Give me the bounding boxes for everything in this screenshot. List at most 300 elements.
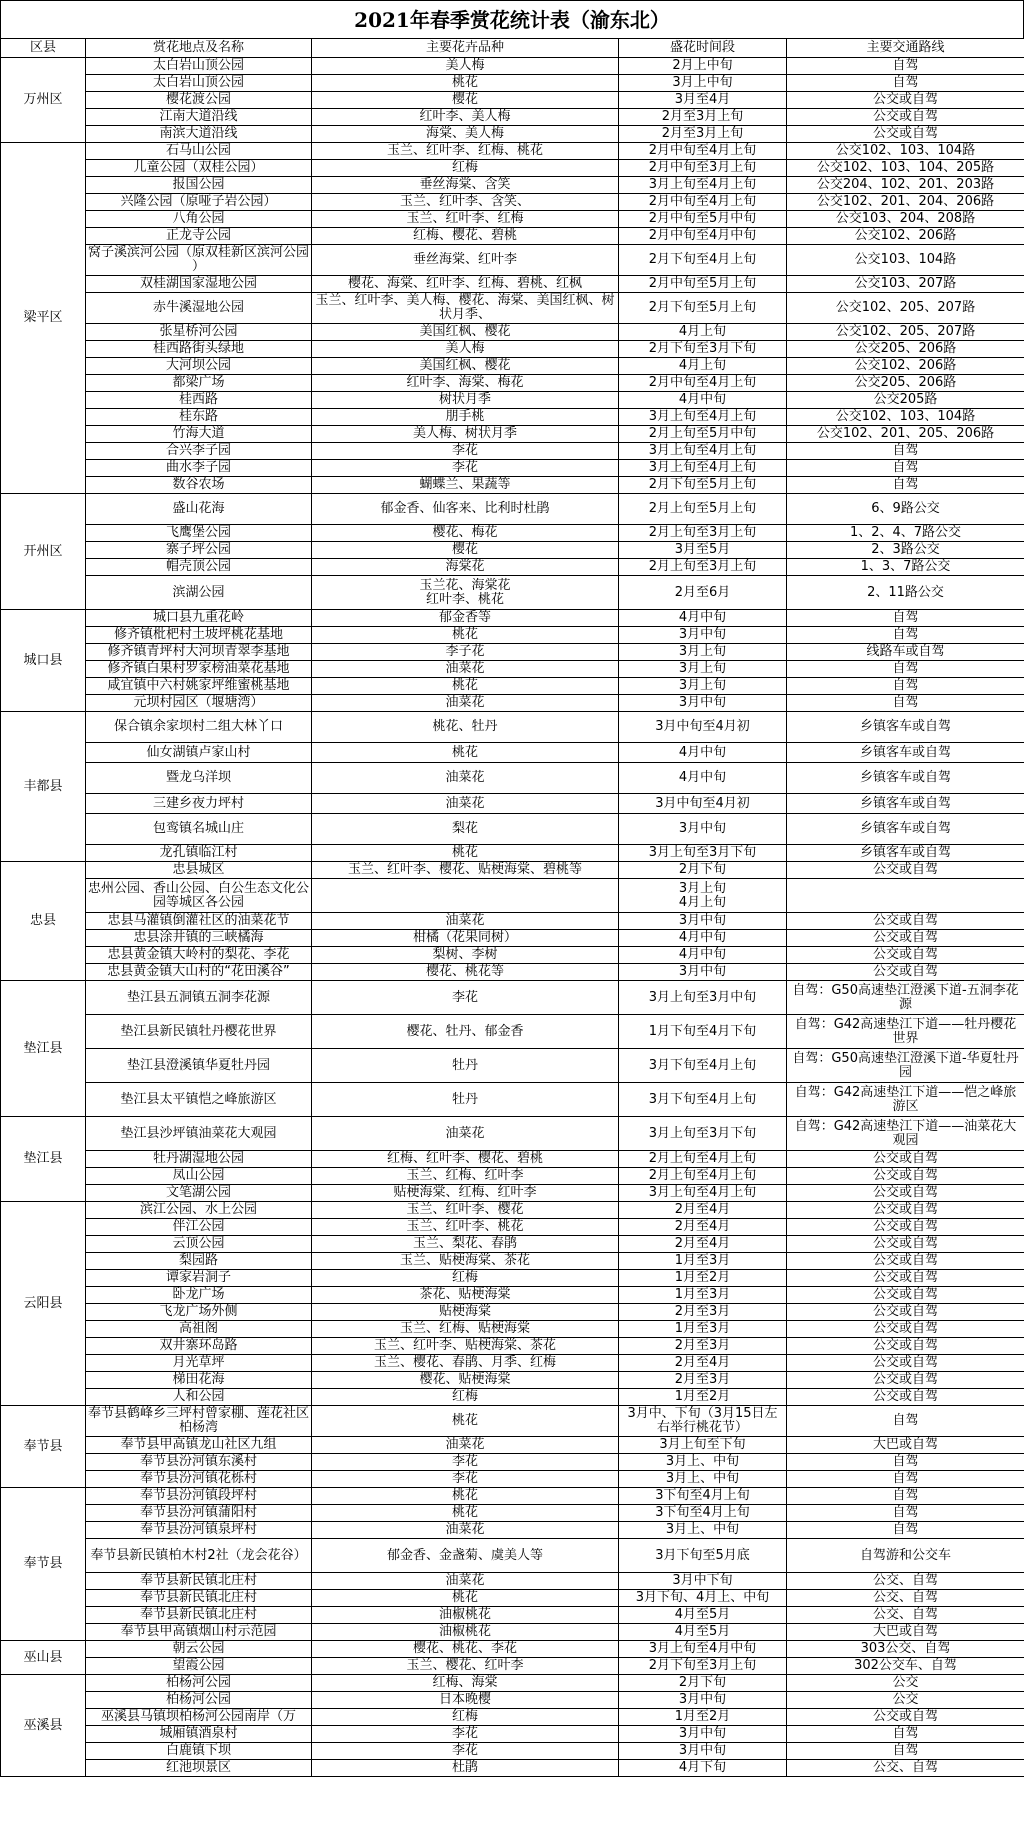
bloom-time-cell: 1月至2月 (619, 1270, 787, 1287)
transport-cell: 自驾 (787, 1726, 1024, 1743)
table-row (1, 576, 1024, 610)
bloom-time-cell: 3月上旬至4月中旬 (619, 1641, 787, 1658)
flowers-cell: 桃花 (312, 1488, 619, 1505)
location-cell: 八角公园 (86, 211, 312, 228)
header-row (1, 39, 1024, 58)
location-cell: 三建乡夜力坪村 (86, 794, 312, 814)
location-cell: 咸宜镇中六村姚家坪维蜜桃基地 (86, 678, 312, 695)
bloom-time-cell: 3月上旬 (619, 644, 787, 661)
bloom-time-cell: 2月至6月 (619, 576, 787, 610)
table-row (1, 678, 1024, 695)
bloom-time-cell: 2月下旬至5月上旬 (619, 293, 787, 324)
location-cell: 柏杨河公园 (86, 1692, 312, 1709)
table-row (1, 1726, 1024, 1743)
transport-cell: 公交 (787, 1692, 1024, 1709)
table-row (1, 58, 1024, 75)
table-row (1, 743, 1024, 763)
bloom-time-cell: 2月至3月上旬 (619, 126, 787, 143)
table-row (1, 228, 1024, 245)
table-row (1, 1675, 1024, 1692)
flowers-cell: 油椒桃花 (312, 1624, 619, 1641)
location-cell: 桂西路街头绿地 (86, 341, 312, 358)
table-row (1, 375, 1024, 392)
transport-cell: 6、9路公交 (787, 494, 1024, 525)
location-cell: 滨湖公园 (86, 576, 312, 610)
bloom-time-cell: 4月至5月 (619, 1624, 787, 1641)
location-cell: 垫江县新民镇牡丹樱花世界 (86, 1015, 312, 1049)
bloom-time-cell: 4月上旬 (619, 324, 787, 341)
transport-cell: 公交或自驾 (787, 1202, 1024, 1219)
transport-cell: 公交102、205、207路 (787, 324, 1024, 341)
table-row (1, 879, 1024, 913)
table-row (1, 964, 1024, 981)
flowers-cell: 李花 (312, 1726, 619, 1743)
flowers-cell: 玉兰、梨花、春鹃 (312, 1236, 619, 1253)
table-row (1, 525, 1024, 542)
bloom-time-cell: 1月至3月 (619, 1321, 787, 1338)
transport-cell: 公交或自驾 (787, 1236, 1024, 1253)
transport-cell: 公交或自驾 (787, 964, 1024, 981)
location-cell: 桂东路 (86, 409, 312, 426)
transport-cell: 公交或自驾 (787, 947, 1024, 964)
transport-cell: 自驾游和公交车 (787, 1539, 1024, 1573)
location-cell: 奉节县新民镇柏木村2社（龙会花谷） (86, 1539, 312, 1573)
bloom-time-cell: 2月上旬至5月中旬 (619, 426, 787, 443)
table-row (1, 1202, 1024, 1219)
bloom-time-cell: 2月下旬至3月下旬 (619, 341, 787, 358)
transport-cell: 公交或自驾 (787, 1219, 1024, 1236)
bloom-time-cell: 2月中旬至3月上旬 (619, 160, 787, 177)
transport-cell: 公交102、206路 (787, 228, 1024, 245)
transport-cell: 公交102、205、207路 (787, 293, 1024, 324)
bloom-time-cell: 3月上旬 (619, 678, 787, 695)
header-bloom-time: 盛花时间段 (619, 39, 787, 58)
transport-cell: 自驾：G42高速垫江下道——恺之峰旅游区 (787, 1083, 1024, 1117)
flowers-cell: 桃花 (312, 845, 619, 862)
transport-cell: 乡镇客车或自驾 (787, 845, 1024, 862)
transport-cell: 公交或自驾 (787, 1287, 1024, 1304)
table-row (1, 1406, 1024, 1437)
district-cell: 忠县 (1, 862, 86, 981)
location-cell: 保合镇余家坝村二组大林丫口 (86, 712, 312, 743)
flowers-cell: 桃花 (312, 1406, 619, 1437)
bloom-time-cell: 2月中旬至5月上旬 (619, 276, 787, 293)
bloom-time-cell: 4月中旬 (619, 610, 787, 627)
table-row (1, 494, 1024, 525)
transport-cell: 乡镇客车或自驾 (787, 763, 1024, 794)
location-cell: 奉节县新民镇北庄村 (86, 1607, 312, 1624)
table-row (1, 661, 1024, 678)
location-cell: 谭家岩洞子 (86, 1270, 312, 1287)
table-row (1, 276, 1024, 293)
flowers-cell: 梨树、李树 (312, 947, 619, 964)
district-cell: 丰都县 (1, 712, 86, 862)
bloom-time-cell: 1月至2月 (619, 1389, 787, 1406)
bloom-time-cell: 3月下旬至4月上旬 (619, 1083, 787, 1117)
location-cell: 盛山花海 (86, 494, 312, 525)
table-row (1, 426, 1024, 443)
table-row (1, 1505, 1024, 1522)
table-row (1, 559, 1024, 576)
transport-cell: 公交、自驾 (787, 1760, 1024, 1777)
location-cell: 伴江公园 (86, 1219, 312, 1236)
location-cell: 飞龙广场外侧 (86, 1304, 312, 1321)
transport-cell: 公交或自驾 (787, 1253, 1024, 1270)
bloom-time-cell: 4月中旬 (619, 947, 787, 964)
table-row (1, 695, 1024, 712)
bloom-time-cell: 2月至3月 (619, 1372, 787, 1389)
bloom-time-cell: 3月至5月 (619, 542, 787, 559)
location-cell: 张星桥河公园 (86, 324, 312, 341)
table-row (1, 1760, 1024, 1777)
bloom-time-cell: 3月上旬至3月下旬 (619, 1117, 787, 1151)
table-row (1, 392, 1024, 409)
bloom-time-cell: 3月上旬至3月中旬 (619, 981, 787, 1015)
table-row (1, 1743, 1024, 1760)
location-cell: 垫江县太平镇恺之峰旅游区 (86, 1083, 312, 1117)
flowers-cell: 垂丝海棠、红叶李 (312, 245, 619, 276)
flowers-cell: 李子花 (312, 644, 619, 661)
bloom-time-cell: 2月中旬至4月上旬 (619, 375, 787, 392)
transport-cell: 公交或自驾 (787, 1168, 1024, 1185)
location-cell: 城厢镇酒泉村 (86, 1726, 312, 1743)
flowers-cell: 美人梅 (312, 58, 619, 75)
location-cell: 城口县九重花岭 (86, 610, 312, 627)
transport-cell: 303公交、自驾 (787, 1641, 1024, 1658)
table-row (1, 1607, 1024, 1624)
location-cell: 曲水李子园 (86, 460, 312, 477)
transport-cell: 公交102、103、104、205路 (787, 160, 1024, 177)
flowers-cell: 樱花、梅花 (312, 525, 619, 542)
table-row (1, 1083, 1024, 1117)
bloom-time-cell: 4月中旬 (619, 763, 787, 794)
table-row (1, 814, 1024, 845)
table-row (1, 211, 1024, 228)
bloom-time-cell: 4月下旬 (619, 1760, 787, 1777)
table-row (1, 1624, 1024, 1641)
flowers-cell: 桃花 (312, 1505, 619, 1522)
bloom-time-cell: 2月上中旬 (619, 58, 787, 75)
transport-cell: 自驾 (787, 75, 1024, 92)
bloom-time-cell: 2月上旬至4月上旬 (619, 1151, 787, 1168)
table-row (1, 92, 1024, 109)
flowers-cell: 玉兰、樱花、春鹃、月季、红梅 (312, 1355, 619, 1372)
flowers-cell: 桃花 (312, 75, 619, 92)
bloom-time-cell: 3月中下旬 (619, 1573, 787, 1590)
transport-cell: 公交或自驾 (787, 1389, 1024, 1406)
location-cell: 奉节县甲高镇烟山村示范园 (86, 1624, 312, 1641)
transport-cell: 自驾 (787, 678, 1024, 695)
location-cell: 儿童公园（双桂公园） (86, 160, 312, 177)
flowers-cell: 油椒桃花 (312, 1607, 619, 1624)
flowers-cell: 樱花、牡丹、郁金香 (312, 1015, 619, 1049)
location-cell: 奉节县汾河镇东溪村 (86, 1454, 312, 1471)
flowers-cell: 朋手桃 (312, 409, 619, 426)
location-cell: 合兴李子园 (86, 443, 312, 460)
transport-cell: 自驾 (787, 1471, 1024, 1488)
transport-cell: 公交102、201、204、206路 (787, 194, 1024, 211)
location-cell: 修齐镇枇杷村土坡坪桃花基地 (86, 627, 312, 644)
bloom-time-cell: 4月上旬 (619, 358, 787, 375)
header-transport: 主要交通路线 (787, 39, 1024, 58)
district-cell: 奉节县 (1, 1406, 86, 1488)
location-cell: 南滨大道沿线 (86, 126, 312, 143)
transport-cell: 自驾 (787, 1488, 1024, 1505)
flowers-cell: 玉兰、红叶李、樱花 (312, 1202, 619, 1219)
flowers-cell: 郁金香、金盏菊、虞美人等 (312, 1539, 619, 1573)
flowers-cell: 美人梅 (312, 341, 619, 358)
bloom-time-cell: 3月中旬 (619, 627, 787, 644)
district-cell: 云阳县 (1, 1202, 86, 1406)
flowers-cell: 李花 (312, 1454, 619, 1471)
location-cell: 奉节县汾河镇段坪村 (86, 1488, 312, 1505)
transport-cell: 公交102、103、104路 (787, 409, 1024, 426)
flowers-cell: 樱花 (312, 542, 619, 559)
location-cell: 龙孔镇临江村 (86, 845, 312, 862)
table-row (1, 1454, 1024, 1471)
flowers-cell: 玉兰、贴梗海棠、茶花 (312, 1253, 619, 1270)
flowers-cell (312, 879, 619, 913)
transport-cell: 自驾：G50高速垫江澄溪下道-华夏牡丹园 (787, 1049, 1024, 1083)
transport-cell: 公交102、103、104路 (787, 143, 1024, 160)
bloom-time-cell: 1月至3月 (619, 1253, 787, 1270)
table-row (1, 1253, 1024, 1270)
transport-cell: 公交或自驾 (787, 862, 1024, 879)
table-row (1, 1539, 1024, 1573)
flowers-cell: 玉兰、红叶李、美人梅、樱花、海棠、美国红枫、树状月季、 (312, 293, 619, 324)
table-row (1, 324, 1024, 341)
transport-cell: 自驾：G42高速垫江下道——油菜花大观园 (787, 1117, 1024, 1151)
location-cell: 柏杨河公园 (86, 1675, 312, 1692)
location-cell: 奉节县汾河镇花栎村 (86, 1471, 312, 1488)
table-row (1, 763, 1024, 794)
bloom-time-cell: 2月至4月 (619, 1202, 787, 1219)
flowers-cell: 郁金香、仙客来、比利时杜鹃 (312, 494, 619, 525)
transport-cell: 自驾：G42高速垫江下道——牡丹樱花世界 (787, 1015, 1024, 1049)
location-cell: 人和公园 (86, 1389, 312, 1406)
table-row (1, 1573, 1024, 1590)
transport-cell: 乡镇客车或自驾 (787, 712, 1024, 743)
transport-cell: 大巴或自驾 (787, 1437, 1024, 1454)
transport-cell: 公交或自驾 (787, 1304, 1024, 1321)
flowers-cell: 美国红枫、樱花 (312, 358, 619, 375)
district-cell: 奉节县 (1, 1488, 86, 1641)
table-row (1, 1522, 1024, 1539)
table-row (1, 1151, 1024, 1168)
location-cell: 滨江公园、水上公园 (86, 1202, 312, 1219)
district-cell: 城口县 (1, 610, 86, 712)
flowers-cell: 垂丝海棠、含笑 (312, 177, 619, 194)
transport-cell: 自驾 (787, 661, 1024, 678)
location-cell: 大河坝公园 (86, 358, 312, 375)
flowers-cell: 李花 (312, 1743, 619, 1760)
flowers-cell: 玉兰、红叶李、含笑、 (312, 194, 619, 211)
bloom-time-cell: 4月中旬 (619, 392, 787, 409)
table-row (1, 245, 1024, 276)
transport-cell: 线路车或自驾 (787, 644, 1024, 661)
flowers-cell: 李花 (312, 443, 619, 460)
bloom-time-cell: 3月上、中旬 (619, 1454, 787, 1471)
bloom-time-cell: 3月中旬 (619, 695, 787, 712)
flowers-cell: 玉兰、红叶李、红梅 (312, 211, 619, 228)
table-row (1, 1709, 1024, 1726)
table-row (1, 1015, 1024, 1049)
district-cell: 垫江县 (1, 1117, 86, 1202)
location-cell: 月光草坪 (86, 1355, 312, 1372)
flowers-cell: 红叶李、美人梅 (312, 109, 619, 126)
flowers-cell: 樱花、贴梗海棠 (312, 1372, 619, 1389)
bloom-time-cell: 3月上旬至4月上旬 (619, 409, 787, 426)
bloom-time-cell: 2月下旬至5月上旬 (619, 477, 787, 494)
flowers-cell: 美人梅、树状月季 (312, 426, 619, 443)
transport-cell: 公交或自驾 (787, 1270, 1024, 1287)
flowers-cell: 桃花 (312, 627, 619, 644)
flowers-cell: 樱花、海棠、红叶李、红梅、碧桃、红枫 (312, 276, 619, 293)
bloom-time-cell: 1月至2月 (619, 1709, 787, 1726)
bloom-time-cell: 2月上旬至4月上旬 (619, 1168, 787, 1185)
flowers-cell: 玉兰、红叶李、红梅、桃花 (312, 143, 619, 160)
transport-cell: 公交103、204、208路 (787, 211, 1024, 228)
bloom-time-cell: 4月至5月 (619, 1607, 787, 1624)
location-cell: 仙女湖镇卢家山村 (86, 743, 312, 763)
table-row (1, 1389, 1024, 1406)
location-cell: 樱花渡公园 (86, 92, 312, 109)
flowers-cell: 油菜花 (312, 763, 619, 794)
table-row (1, 1658, 1024, 1675)
location-cell: 飞鹰堡公园 (86, 525, 312, 542)
location-cell: 双桂湖国家湿地公园 (86, 276, 312, 293)
bloom-time-cell: 2月中旬至4月上旬 (619, 194, 787, 211)
table-row (1, 1488, 1024, 1505)
table-row (1, 126, 1024, 143)
location-cell: 竹海大道 (86, 426, 312, 443)
location-cell: 忠州公园、香山公园、白公生态文化公园等城区各公园 (86, 879, 312, 913)
bloom-time-cell: 4月中旬 (619, 930, 787, 947)
location-cell: 双井寨环岛路 (86, 1338, 312, 1355)
district-cell: 巫溪县 (1, 1675, 86, 1777)
location-cell: 赤牛溪湿地公园 (86, 293, 312, 324)
transport-cell: 公交、自驾 (787, 1590, 1024, 1607)
table-row (1, 930, 1024, 947)
table-row (1, 1185, 1024, 1202)
flowers-cell: 红梅 (312, 160, 619, 177)
location-cell: 忠县黄金镇大山村的“花田溪谷” (86, 964, 312, 981)
bloom-time-cell: 2月至3月 (619, 1338, 787, 1355)
table-row (1, 794, 1024, 814)
table-row (1, 644, 1024, 661)
table-row (1, 610, 1024, 627)
flowers-cell: 油菜花 (312, 661, 619, 678)
flowers-cell: 桃花 (312, 678, 619, 695)
bloom-time-cell: 3下旬至4月上旬 (619, 1488, 787, 1505)
transport-cell: 公交或自驾 (787, 1372, 1024, 1389)
flowers-cell: 贴梗海棠 (312, 1304, 619, 1321)
location-cell: 兴隆公园（原哑子岩公园） (86, 194, 312, 211)
location-cell: 奉节县新民镇北庄村 (86, 1573, 312, 1590)
table-row (1, 1219, 1024, 1236)
transport-cell: 2、11路公交 (787, 576, 1024, 610)
bloom-time-cell: 3月中旬 (619, 1726, 787, 1743)
transport-cell: 302公交车、自驾 (787, 1658, 1024, 1675)
bloom-time-cell: 2月至3月上旬 (619, 109, 787, 126)
bloom-time-cell: 3月上、中旬 (619, 1471, 787, 1488)
flowers-cell: 红梅 (312, 1389, 619, 1406)
table-row (1, 627, 1024, 644)
transport-cell: 公交205、206路 (787, 375, 1024, 392)
bloom-time-cell: 3月下旬至5月底 (619, 1539, 787, 1573)
flowers-cell: 玉兰、红叶李、桃花 (312, 1219, 619, 1236)
flowers-cell: 油菜花 (312, 1437, 619, 1454)
table-row (1, 1641, 1024, 1658)
location-cell: 梨园路 (86, 1253, 312, 1270)
location-cell: 太白岩山顶公园 (86, 58, 312, 75)
table-row (1, 1471, 1024, 1488)
bloom-time-cell: 3月上旬至3月下旬 (619, 845, 787, 862)
table-row (1, 1236, 1024, 1253)
bloom-time-cell: 3月中旬 (619, 1692, 787, 1709)
transport-cell: 自驾 (787, 443, 1024, 460)
district-cell: 巫山县 (1, 1641, 86, 1675)
transport-cell (787, 879, 1024, 913)
flowers-cell: 红梅 (312, 1270, 619, 1287)
flowers-cell: 日本晚樱 (312, 1692, 619, 1709)
flowers-cell: 樱花 (312, 92, 619, 109)
flowers-cell: 樱花、桃花等 (312, 964, 619, 981)
transport-cell: 公交或自驾 (787, 1338, 1024, 1355)
table-row (1, 341, 1024, 358)
transport-cell: 自驾 (787, 1406, 1024, 1437)
bloom-time-cell: 2月上旬至3月上旬 (619, 525, 787, 542)
transport-cell: 公交102、206路 (787, 358, 1024, 375)
flowers-cell: 贴梗海棠、红梅、红叶李 (312, 1185, 619, 1202)
bloom-time-cell: 3月上旬至4月上旬 (619, 460, 787, 477)
location-cell: 忠县涂井镇的三峡橘海 (86, 930, 312, 947)
location-cell: 云顶公园 (86, 1236, 312, 1253)
location-cell: 梯田花海 (86, 1372, 312, 1389)
bloom-time-cell: 3月至4月 (619, 92, 787, 109)
location-cell: 正龙寺公园 (86, 228, 312, 245)
bloom-time-cell: 3月上旬至4月上旬 (619, 443, 787, 460)
bloom-time-cell: 2月上旬至5月上旬 (619, 494, 787, 525)
header-flowers: 主要花卉品种 (312, 39, 619, 58)
location-cell: 数谷农场 (86, 477, 312, 494)
bloom-time-cell: 3月中旬至4月初 (619, 794, 787, 814)
table-row (1, 1437, 1024, 1454)
bloom-time-cell: 1月至3月 (619, 1287, 787, 1304)
transport-cell: 自驾 (787, 695, 1024, 712)
district-cell: 垫江县 (1, 981, 86, 1117)
flowers-cell: 红梅、红叶李、樱花、碧桃 (312, 1151, 619, 1168)
transport-cell: 公交或自驾 (787, 92, 1024, 109)
flowers-cell: 玉兰、红叶李、贴梗海棠、茶花 (312, 1338, 619, 1355)
location-cell: 忠县马灌镇倒灌社区的油菜花节 (86, 913, 312, 930)
flowers-cell: 海棠、美人梅 (312, 126, 619, 143)
location-cell: 奉节县汾河镇蒲阳村 (86, 1505, 312, 1522)
transport-cell: 自驾 (787, 58, 1024, 75)
transport-cell: 公交102、201、205、206路 (787, 426, 1024, 443)
transport-cell: 自驾 (787, 1522, 1024, 1539)
transport-cell: 1、2、4、7路公交 (787, 525, 1024, 542)
table-row (1, 981, 1024, 1015)
flowers-cell: 油菜花 (312, 1573, 619, 1590)
location-cell: 奉节县甲高镇龙山社区九组 (86, 1437, 312, 1454)
location-cell: 桂西路 (86, 392, 312, 409)
bloom-time-cell: 3下旬至4月上旬 (619, 1505, 787, 1522)
location-cell: 奉节县汾河镇泉坪村 (86, 1522, 312, 1539)
flowers-cell: 李花 (312, 460, 619, 477)
flower-table (0, 38, 1024, 1777)
location-cell: 修齐镇青坪村大河坝青翠李基地 (86, 644, 312, 661)
